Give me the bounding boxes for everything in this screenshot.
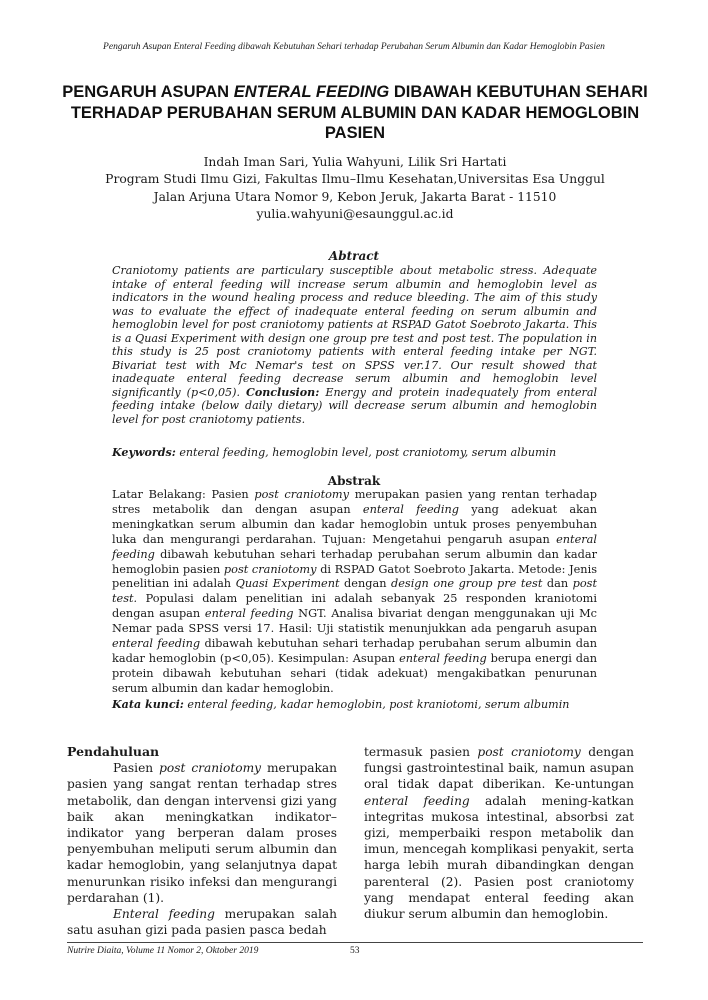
abstract-id-text: Latar Belakang: Pasien — [112, 488, 255, 501]
title-part3: DIBAWAH KEBUTUHAN SEHARI TERHADAP PERUBAHAN SERUM ALBUMIN DAN KADAR HEMOGLOBIN PASIEN — [70, 83, 648, 142]
abstract-id-term: post craniotomy — [254, 488, 350, 501]
abstract-id-text: NGT. Analisa bivariat dengan menggunakan uji Mc Nemar pada SPSS versi 17. Hasil: Uji statistik menunjukkan ada pengaruh asupan — [112, 607, 597, 636]
abstract-id-text: merupakan pasien yang rentan terhadap stres metabolik dan dengan asupan — [112, 488, 597, 516]
conclusion-label: Conclusion: — [245, 385, 320, 399]
running-head: Pengaruh Asupan Enteral Feeding dibawah Kebutuhan Sehari terhadap Perubahan Serum Albumin dan Kadar Hemoglobin Pasien — [103, 42, 605, 52]
intro-paragraph-1 — [67, 760, 337, 906]
keywords-id-text: enteral feeding, kadar hemoglobin, post kraniotomi, serum albumin — [183, 698, 570, 711]
title-part1: PENGARUH ASUPAN — [62, 83, 234, 101]
keywords-en-label: Keywords: — [112, 446, 176, 459]
intro-text: merupakan pasien yang sangat rentan terhadap stres metabolik, dan dengan intervensi gizi yang baik akan meningkatkan indikator–indikator yang berperan dalam proses penyembuhan meliputi serum albumin dan kadar hemoglobin, yang selanjutnya dapat menurunkan risiko infeksi dan mengurangi perdarahan (1). — [67, 761, 337, 905]
footer-rule — [67, 942, 643, 943]
abstract-en-body — [112, 264, 597, 426]
abstract-id-text: Populasi dalam penelitian ini adalah sebanyak 25 responden kraniotomi dengan asupan — [112, 592, 597, 621]
abstract-id-text: dibawah kebutuhan sehari terhadap perubahan serum albumin dan kadar hemoglobin (p<0,05). Kesimpulan: Asupan — [112, 637, 597, 665]
intro-paragraph-2 — [67, 906, 337, 938]
paper-title — [60, 82, 650, 144]
abstract-id-term: enteral feeding — [399, 651, 487, 665]
intro-text: Pasien — [113, 761, 160, 776]
intro-right-column — [364, 744, 634, 922]
intro-left-column — [67, 744, 337, 938]
abstract-id-term: post test. — [112, 577, 597, 606]
abstract-id-heading: Abstrak — [327, 474, 381, 488]
abstract-id-text: dengan — [339, 577, 391, 591]
intro-term: post craniotomy — [159, 761, 262, 776]
abstract-id-term: enteral feeding — [362, 502, 459, 516]
abstract-id-text: berupa energi dan protein dibawah kebutuhan sehari (tidak adekuat) mengakibatkan penurunan serum albumin dan kadar hemoglobin. — [112, 651, 598, 695]
author-block — [60, 154, 650, 223]
abstract-id-body — [112, 488, 597, 697]
abstract-en-heading: Abtract — [328, 249, 380, 263]
abstract-id-term: design one group pre test — [390, 577, 543, 591]
abstract-id-term: enteral feeding — [112, 637, 201, 651]
abstract-id-term: enteral feeding — [112, 532, 597, 561]
keywords-en — [112, 446, 612, 459]
abstract-id-text: di RSPAD Gatot Soebroto Jakarta. Metode: Jenis penelitian ini adalah — [112, 562, 597, 591]
abstract-id-text: dibawah kebutuhan sehari terhadap perubahan serum albumin dan kadar hemoglobin pasien — [112, 547, 597, 576]
intro-text: dengan fungsi gastrointestinal baik, namun asupan oral tidak dapat diberikan. Ke-untungan — [364, 745, 635, 792]
intro-paragraph-continued — [364, 744, 634, 922]
keywords-id — [112, 698, 612, 711]
author-address: Jalan Arjuna Utara Nomor 9, Kebon Jeruk, Jakarta Barat - 11510 — [153, 189, 557, 204]
author-email: yulia.wahyuni@esaunggul.ac.id — [256, 206, 454, 221]
abstract-id-term: Quasi Experiment — [235, 577, 340, 591]
abstract-id-term: post craniotomy — [223, 562, 317, 576]
abstract-id-text: dan — [542, 577, 573, 591]
keywords-id-label: Kata kunci: — [112, 698, 184, 711]
abstract-id-text: yang adekuat akan meningkatkan serum albumin dan kadar hemoglobin untuk proses penyembuhan luka dan mengurangi perdarahan. Tujuan: Mengetahui pengaruh asupan — [112, 502, 597, 546]
abstract-id-term: enteral feeding — [204, 607, 294, 621]
author-names: Indah Iman Sari, Yulia Wahyuni, Lilik Sri Hartati — [203, 155, 507, 169]
journal-footer: Nutrire Diaita, Volume 11 Nomor 2, Oktober 2019 — [67, 946, 259, 956]
intro-text: adalah mening-katkan integritas mukosa intestinal, absorbsi zat gizi, memperbaiki respon metabolik dan imun, mencegah komplikasi penyakit, serta harga lebih murah dibandingkan dengan parenteral (2). Pasien post craniotomy yang mendapat enteral feeding akan diukur serum albumin dan hemoglobin. — [364, 793, 634, 922]
intro-text: merupakan salah satu asuhan gizi pada pasien pasca bedah — [67, 907, 337, 938]
page-number: 53 — [350, 946, 360, 956]
intro-term: enteral feeding — [364, 793, 470, 808]
intro-text: termasuk pasien — [364, 745, 478, 759]
author-affiliation: Program Studi Ilmu Gizi, Fakultas Ilmu–Ilmu Kesehatan,Universitas Esa Unggul — [105, 172, 605, 187]
keywords-en-text: enteral feeding, hemoglobin level, post craniotomy, serum albumin — [175, 446, 557, 459]
intro-term: Enteral feeding — [113, 907, 215, 922]
section-heading: Pendahuluan — [67, 744, 160, 759]
conclusion-text: Energy and protein inadequately from enteral feeding intake (below daily dietary) will decrease serum albumin and hemoglobin level for post craniotomy patients. — [112, 385, 598, 426]
title-italic: ENTERAL FEEDING — [233, 83, 390, 101]
intro-term: post craniotomy — [477, 745, 581, 759]
abstract-en-text: Craniotomy patients are particulary susceptible about metabolic stress. Adequate intake of enteral feeding will increase serum albumin and hemoglobin level as indicators in the wound healing process and reduce bleeding. The aim of this study was to evaluate the effect of inadequate enteral feeding on serum albumin and hemoglobin level for post craniotomy patients at RSPAD Gatot Soebroto Jakarta. This is a Quasi Experiment with design one group pre test and post test. The population in this study is 25 post craniotomy patients with enteral feeding intake per NGT. Bivariat test with Mc Nemar's test on SPSS ver.17. Our result showed that inadequate enteral feeding decrease serum albumin and hemoglobin level significantly (p<0,05). — [112, 264, 597, 399]
